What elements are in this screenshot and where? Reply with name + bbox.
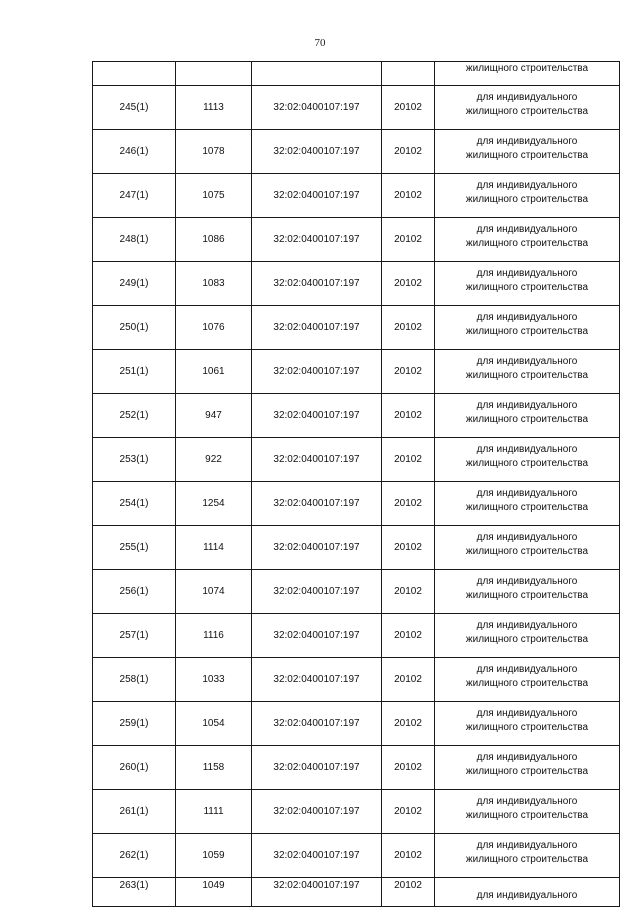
use-line-2: жилищного строительства (465, 546, 589, 557)
use-line-2: жилищного строительства (465, 722, 589, 733)
cell-cadastral: 32:02:0400107:197 (252, 306, 382, 350)
use-line-1: для индивидуального (476, 796, 578, 807)
use-line-1: для индивидуального (476, 576, 578, 587)
cell-cadastral: 32:02:0400107:197 (252, 262, 382, 306)
cell-cadastral: 32:02:0400107:197 (252, 878, 382, 907)
cell-code: 20102 (382, 482, 435, 526)
use-line-1: для индивидуального (476, 664, 578, 675)
use-line-1: для индивидуального (476, 488, 578, 499)
table-row (93, 130, 620, 174)
cell-use (435, 86, 620, 130)
cell-use (435, 306, 620, 350)
use-line-2: жилищного строительства (465, 238, 589, 249)
cell-use: жилищного строительства (435, 62, 620, 86)
use-line-1: для индивидуального (476, 400, 578, 411)
cell-area: 1083 (176, 262, 252, 306)
table-row (93, 482, 620, 526)
cell-cadastral (252, 62, 382, 86)
cell-cadastral: 32:02:0400107:197 (252, 790, 382, 834)
table-row (93, 702, 620, 746)
cell-area: 1254 (176, 482, 252, 526)
table-row (93, 350, 620, 394)
cell-cadastral: 32:02:0400107:197 (252, 130, 382, 174)
cell-number: 263(1) (93, 878, 176, 907)
cell-cadastral: 32:02:0400107:197 (252, 394, 382, 438)
cell-area: 1113 (176, 86, 252, 130)
cell-area: 1086 (176, 218, 252, 262)
table-row (93, 658, 620, 702)
cell-use (435, 350, 620, 394)
table-row (93, 834, 620, 878)
cell-area: 1076 (176, 306, 252, 350)
cell-code: 20102 (382, 702, 435, 746)
cell-cadastral: 32:02:0400107:197 (252, 526, 382, 570)
cell-area: 1158 (176, 746, 252, 790)
cell-cadastral: 32:02:0400107:197 (252, 614, 382, 658)
cell-code: 20102 (382, 350, 435, 394)
cell-use (435, 790, 620, 834)
cell-area: 1033 (176, 658, 252, 702)
cell-code: 20102 (382, 218, 435, 262)
cell-use: для индивидуального (435, 878, 620, 907)
table-row (93, 394, 620, 438)
use-line-1: для индивидуального (476, 840, 578, 851)
use-line-2: жилищного строительства (465, 810, 589, 821)
use-line-1: для индивидуального (476, 620, 578, 631)
cell-number: 245(1) (93, 86, 176, 130)
cell-code: 20102 (382, 526, 435, 570)
use-line-2: жилищного строительства (465, 194, 589, 205)
cell-number: 251(1) (93, 350, 176, 394)
use-line-2: жилищного строительства (465, 150, 589, 161)
use-line-2: жилищного строительства (465, 634, 589, 645)
use-line-1: для индивидуального (476, 356, 578, 367)
use-line-2: жилищного строительства (465, 766, 589, 777)
cell-use (435, 482, 620, 526)
cell-area: 922 (176, 438, 252, 482)
cell-code: 20102 (382, 306, 435, 350)
table-row (93, 526, 620, 570)
cell-area: 1075 (176, 174, 252, 218)
use-line-1: для индивидуального (476, 752, 578, 763)
use-line-1: для индивидуального (476, 268, 578, 279)
use-line-1: для индивидуального (476, 136, 578, 147)
use-line-2: жилищного строительства (465, 106, 589, 117)
cell-code: 20102 (382, 130, 435, 174)
cell-area (176, 62, 252, 86)
use-line-2: жилищного строительства (465, 590, 589, 601)
cell-number: 257(1) (93, 614, 176, 658)
cell-use (435, 438, 620, 482)
cell-use (435, 746, 620, 790)
use-line-2: жилищного строительства (465, 502, 589, 513)
use-line-1: для индивидуального (476, 708, 578, 719)
cell-area: 1111 (176, 790, 252, 834)
cell-area: 1054 (176, 702, 252, 746)
cell-use (435, 614, 620, 658)
cell-area: 947 (176, 394, 252, 438)
cell-cadastral: 32:02:0400107:197 (252, 834, 382, 878)
cell-use (435, 658, 620, 702)
land-plot-table (92, 61, 620, 907)
cell-area: 1059 (176, 834, 252, 878)
use-line-2: жилищного строительства (465, 282, 589, 293)
cell-use (435, 526, 620, 570)
cell-code: 20102 (382, 174, 435, 218)
use-line-1: для индивидуального (476, 532, 578, 543)
cell-number: 258(1) (93, 658, 176, 702)
cell-code: 20102 (382, 570, 435, 614)
use-line-2: жилищного строительства (465, 414, 589, 425)
use-line-1: для индивидуального (476, 224, 578, 235)
cell-code: 20102 (382, 86, 435, 130)
use-line-1: для индивидуального (476, 312, 578, 323)
cell-code: 20102 (382, 262, 435, 306)
cell-code: 20102 (382, 834, 435, 878)
table-row (93, 174, 620, 218)
use-line-2: жилищного строительства (465, 854, 589, 865)
cell-area: 1078 (176, 130, 252, 174)
page-number: 70 (314, 37, 326, 49)
cell-area: 1061 (176, 350, 252, 394)
table-row (93, 570, 620, 614)
cell-use (435, 218, 620, 262)
cell-cadastral: 32:02:0400107:197 (252, 570, 382, 614)
use-line-2: жилищного строительства (465, 458, 589, 469)
cell-code: 20102 (382, 658, 435, 702)
cell-area: 1049 (176, 878, 252, 907)
cell-number: 261(1) (93, 790, 176, 834)
cell-code: 20102 (382, 746, 435, 790)
cell-number: 249(1) (93, 262, 176, 306)
use-line-2: жилищного строительства (465, 678, 589, 689)
cell-code: 20102 (382, 438, 435, 482)
use-line-1: для индивидуального (476, 180, 578, 191)
cell-number: 259(1) (93, 702, 176, 746)
cell-cadastral: 32:02:0400107:197 (252, 702, 382, 746)
cell-use (435, 394, 620, 438)
continuation-row (93, 62, 620, 86)
cell-use (435, 834, 620, 878)
cell-code: 20102 (382, 790, 435, 834)
cell-number (93, 62, 176, 86)
cell-number: 250(1) (93, 306, 176, 350)
cell-cadastral: 32:02:0400107:197 (252, 438, 382, 482)
cell-number: 248(1) (93, 218, 176, 262)
cell-code: 20102 (382, 394, 435, 438)
table-row (93, 438, 620, 482)
cell-number: 253(1) (93, 438, 176, 482)
cell-number: 260(1) (93, 746, 176, 790)
cell-code (382, 62, 435, 86)
cell-use (435, 130, 620, 174)
table-row (93, 262, 620, 306)
cell-number: 246(1) (93, 130, 176, 174)
cell-number: 256(1) (93, 570, 176, 614)
cell-use (435, 174, 620, 218)
cell-number: 262(1) (93, 834, 176, 878)
cell-cadastral: 32:02:0400107:197 (252, 658, 382, 702)
cell-use (435, 262, 620, 306)
use-line-1: для индивидуального (476, 444, 578, 455)
cell-cadastral: 32:02:0400107:197 (252, 746, 382, 790)
cell-use (435, 570, 620, 614)
cell-area: 1116 (176, 614, 252, 658)
cell-number: 252(1) (93, 394, 176, 438)
cell-cadastral: 32:02:0400107:197 (252, 482, 382, 526)
cell-area: 1074 (176, 570, 252, 614)
use-line-1: для индивидуального (476, 92, 578, 103)
table-row (93, 218, 620, 262)
use-line-2: жилищного строительства (465, 326, 589, 337)
cell-use (435, 702, 620, 746)
table-row (93, 790, 620, 834)
table-row (93, 86, 620, 130)
cell-cadastral: 32:02:0400107:197 (252, 350, 382, 394)
table-row-last (93, 878, 620, 907)
cell-area: 1114 (176, 526, 252, 570)
use-line-2: жилищного строительства (465, 370, 589, 381)
cell-cadastral: 32:02:0400107:197 (252, 218, 382, 262)
cell-code: 20102 (382, 614, 435, 658)
cell-number: 247(1) (93, 174, 176, 218)
cell-cadastral: 32:02:0400107:197 (252, 174, 382, 218)
cell-number: 254(1) (93, 482, 176, 526)
cell-cadastral: 32:02:0400107:197 (252, 86, 382, 130)
table-row (93, 614, 620, 658)
table-row (93, 306, 620, 350)
cell-code: 20102 (382, 878, 435, 907)
cell-number: 255(1) (93, 526, 176, 570)
table-row (93, 746, 620, 790)
